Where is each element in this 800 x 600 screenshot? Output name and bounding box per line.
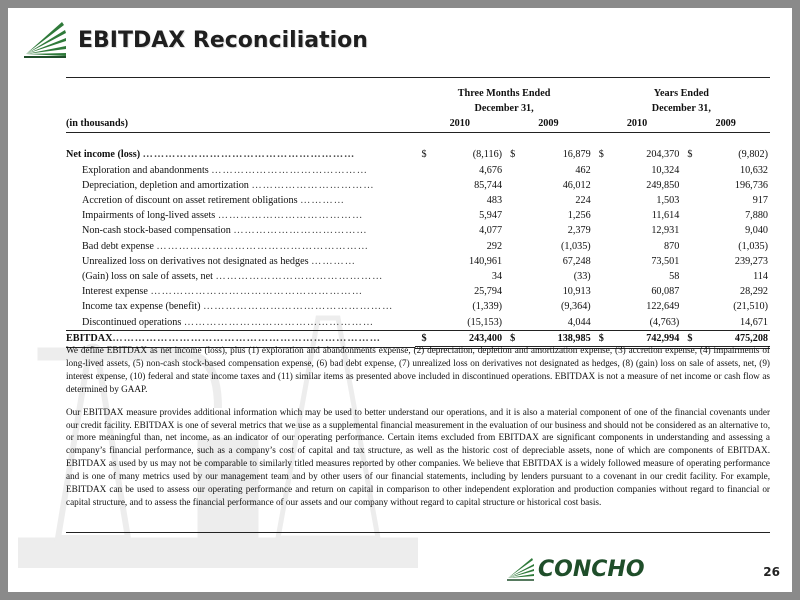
row-value: 14,671 [739, 316, 768, 328]
row-value: (21,510) [733, 301, 768, 313]
definition-paragraph: We define EBITDAX as net income (loss), plus (1) exploration and abandonments expense, (2) depreciation, depletion and amortization expense, (3) accretion expense, (4) impairments of long-lived assets, (5) non-cash stock-based compensation expense, (6) bad debt expense, (7) unrealized loss on derivatives not designated as hedges, (8) (gain) loss on sale of assets, net, (9) interest expense, (10) federal and state income taxes and (11) similar items as presented above included in discontinued operations. EBITDAX is not a measure of net income or cash flow as determined by GAAP. [66, 345, 770, 394]
table-row [66, 163, 770, 178]
row-value: (4,763) [649, 316, 680, 328]
row-value: 7,880 [745, 210, 768, 222]
row-label: Impairments of long-lived assets ………………………………… [82, 210, 364, 222]
group-header-row-1 [66, 86, 770, 101]
row-label: Income tax expense (benefit) …………………………………………… [82, 301, 394, 313]
row-label: Accretion of discount on asset retirement obligations ………… [82, 194, 345, 206]
row-label: Discontinued operations …………………………………………… [82, 316, 375, 328]
currency-symbol [504, 315, 517, 331]
unit-label: (in thousands) [66, 116, 415, 132]
row-value: 204,370 [646, 149, 680, 161]
currency-symbol [415, 299, 428, 314]
row-value: 114 [753, 270, 768, 282]
row-value: (9,802) [738, 149, 768, 161]
table-row [66, 284, 770, 299]
row-label: (Gain) loss on sale of assets, net ……………………………………… [82, 270, 384, 282]
currency-symbol [681, 178, 694, 193]
header-divider [66, 77, 770, 78]
row-value: 140,961 [468, 255, 503, 267]
currency-symbol: $ [593, 330, 606, 347]
concho-fan-logo-icon [506, 556, 536, 582]
ebitdax-table [66, 86, 770, 349]
currency-symbol [504, 163, 517, 178]
concho-fan-logo-icon [22, 20, 68, 60]
row-value: 4,044 [567, 316, 591, 328]
currency-symbol [681, 163, 694, 178]
footer-divider [66, 532, 770, 533]
row-label: Exploration and abandonments …………………………………… [82, 164, 368, 176]
row-value: 12,931 [651, 225, 680, 237]
row-value: 16,879 [562, 149, 591, 161]
table-spacer [66, 132, 770, 147]
currency-symbol [415, 163, 428, 178]
currency-symbol [504, 208, 517, 223]
row-value: 122,649 [646, 301, 680, 313]
row-label: Unrealized loss on derivatives not designated as hedges ………… [82, 255, 356, 267]
currency-symbol [593, 299, 606, 314]
currency-symbol: $ [421, 149, 427, 161]
currency-symbol [415, 315, 428, 331]
row-value: 292 [486, 240, 503, 252]
row-label: Non-cash stock-based compensation ……………………………… [82, 225, 368, 237]
row-label: Net income (loss) ………………………………………………… [66, 149, 356, 161]
col-header-q-2010: 2010 [415, 116, 504, 132]
row-value: 10,324 [651, 164, 680, 176]
page-title: EBITDAX Reconciliation [78, 27, 368, 53]
col-header-y-2010: 2010 [593, 116, 682, 132]
currency-symbol [504, 284, 517, 299]
row-value: 58 [669, 270, 680, 282]
currency-symbol [504, 299, 517, 314]
three-months-subheader: December 31, [474, 103, 534, 115]
currency-symbol: $ [681, 330, 694, 347]
table-row [66, 239, 770, 254]
currency-symbol [593, 193, 606, 208]
footnotes [66, 344, 770, 509]
table-row [66, 147, 770, 162]
row-value: 483 [486, 194, 503, 206]
table-body [66, 147, 770, 330]
table-row [66, 269, 770, 284]
row-value: (33) [573, 270, 591, 282]
row-value: 25,794 [474, 286, 503, 298]
currency-symbol [415, 254, 428, 269]
row-label: Interest expense ………………………………………………… [82, 286, 364, 298]
row-label: Bad debt expense ………………………………………………… [82, 240, 369, 252]
currency-symbol [681, 299, 694, 314]
table-row [66, 178, 770, 193]
currency-symbol [415, 269, 428, 284]
three-months-header: Three Months Ended [457, 88, 551, 99]
column-header-row [66, 116, 770, 132]
row-value: (1,035) [738, 240, 768, 252]
currency-symbol: $ [504, 330, 517, 347]
row-value: 224 [575, 194, 591, 206]
years-subheader: December 31, [651, 103, 711, 115]
currency-symbol [681, 208, 694, 223]
currency-symbol [593, 163, 606, 178]
row-value: 11,614 [651, 210, 680, 222]
row-value: 4,676 [479, 164, 503, 176]
table-row [66, 299, 770, 314]
row-value: 67,248 [562, 255, 591, 267]
currency-symbol [504, 254, 517, 269]
currency-symbol [415, 284, 428, 299]
currency-symbol [681, 254, 694, 269]
currency-symbol [415, 239, 428, 254]
currency-symbol [415, 223, 428, 238]
row-value: 9,040 [745, 225, 768, 237]
usage-paragraph: Our EBITDAX measure provides additional information which may be used to better understand our operations, and it is also a material component of one of the financial covenants under our credit facility. EBITDAX is one of several metrics that we use as a supplemental financial measurement in the evaluation of our business and should not be considered as an alternative to, or more meaningful than, net income, as an indicator of our operating performance. Certain items excluded from EBITDAX are significant components in understanding and assessing a company’s financial performance, such as a company’s cost of capital and tax structure, as well as the historic cost of depreciable assets, none of which are components of EBITDAX. EBITDAX as used by us may not be comparable to similarly titled measures reported by other companies. We believe that EBITDAX is a widely followed measure of operating performance and is one of many metrics used by our management team and by other users of our financial statements, including by lenders pursuant to a covenant in our credit facility. For example, EBITDAX can be used to assess our operating performance and return on capital in comparison to other independent exploration and production companies without regard to financial or capital structure, and to assess the financial performance of our assets and our company without regard to capital structure or historical cost basis. [66, 406, 770, 507]
row-value: 28,292 [739, 286, 768, 298]
currency-symbol [593, 223, 606, 238]
currency-symbol: $ [687, 149, 693, 161]
currency-symbol [681, 239, 694, 254]
table-row [66, 315, 770, 331]
table-row [66, 208, 770, 223]
row-value: 1,256 [567, 210, 591, 222]
currency-symbol [593, 284, 606, 299]
currency-symbol [593, 254, 606, 269]
row-value: 249,850 [646, 179, 680, 191]
currency-symbol [504, 269, 517, 284]
row-value: 46,012 [562, 179, 591, 191]
currency-symbol: $ [415, 330, 428, 347]
row-value: 2,379 [567, 225, 591, 237]
header [22, 20, 368, 60]
row-value: (1,035) [560, 240, 591, 252]
row-value: 60,087 [651, 286, 680, 298]
currency-symbol [593, 208, 606, 223]
row-label: Depreciation, depletion and amortization …………………………… [82, 179, 375, 191]
row-value: 85,744 [474, 179, 503, 191]
footer-logo-text: CONCHO [538, 556, 645, 582]
currency-symbol [504, 223, 517, 238]
footer-logo [506, 554, 645, 584]
currency-symbol [415, 193, 428, 208]
row-value: (1,339) [472, 301, 503, 313]
currency-symbol [504, 193, 517, 208]
currency-symbol [504, 178, 517, 193]
years-header: Years Ended [653, 88, 709, 99]
group-header-row-2 [66, 101, 770, 116]
total-value: 243,400 [428, 330, 504, 347]
row-value: 462 [575, 164, 591, 176]
total-value: 138,985 [517, 330, 593, 347]
row-value: 5,947 [479, 210, 503, 222]
currency-symbol [681, 284, 694, 299]
currency-symbol [593, 269, 606, 284]
row-value: 870 [664, 240, 680, 252]
col-header-q-2009: 2009 [504, 116, 593, 132]
row-value: 73,501 [651, 255, 680, 267]
total-value: 475,208 [694, 330, 770, 347]
total-value: 742,994 [606, 330, 682, 347]
row-value: 4,077 [479, 225, 503, 237]
table-row [66, 254, 770, 269]
page-number: 26 [763, 565, 780, 579]
currency-symbol [681, 193, 694, 208]
currency-symbol: $ [510, 149, 516, 161]
table-row [66, 193, 770, 208]
currency-symbol [415, 208, 428, 223]
row-value: (8,116) [472, 149, 503, 161]
row-value: (9,364) [560, 301, 591, 313]
row-value: 10,913 [562, 286, 591, 298]
currency-symbol [681, 269, 694, 284]
row-value: (15,153) [467, 316, 503, 328]
row-value: 1,503 [656, 194, 680, 206]
table-row [66, 223, 770, 238]
slide [8, 8, 792, 592]
currency-symbol [593, 315, 606, 331]
currency-symbol [593, 239, 606, 254]
currency-symbol: $ [598, 149, 604, 161]
row-value: 34 [491, 270, 503, 282]
row-value: 196,736 [734, 179, 768, 191]
currency-symbol [504, 239, 517, 254]
row-value: 917 [752, 194, 768, 206]
col-header-y-2009: 2009 [681, 116, 770, 132]
currency-symbol [681, 315, 694, 331]
row-value: 10,632 [739, 164, 768, 176]
row-value: 239,273 [734, 255, 768, 267]
currency-symbol [681, 223, 694, 238]
currency-symbol [593, 178, 606, 193]
total-label: EBITDAX……………………………………………………………… [66, 330, 415, 347]
currency-symbol [415, 178, 428, 193]
